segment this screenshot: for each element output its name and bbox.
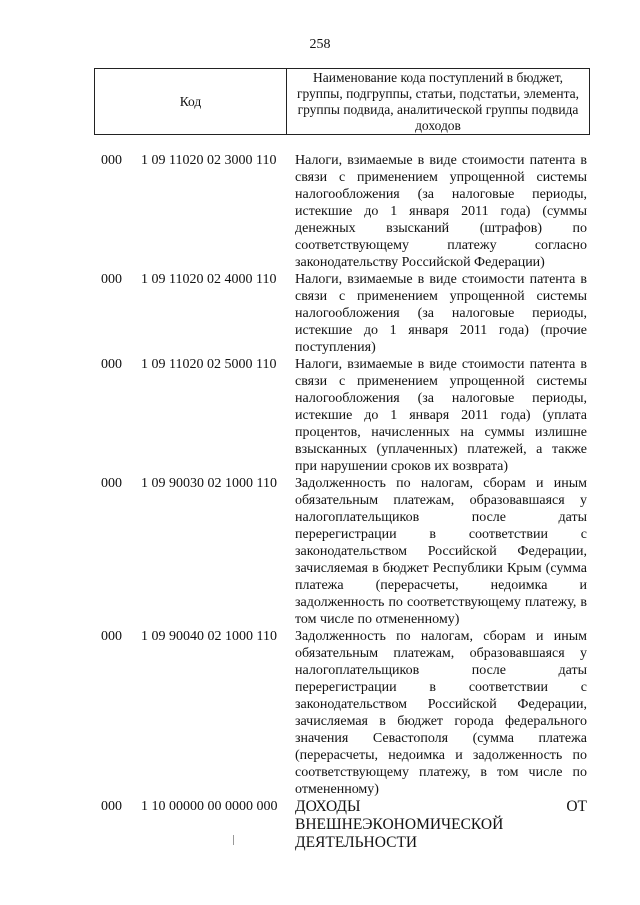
income-name: Налоги, взимаемые в виде стоимости патента в связи с применением упрощенной системы налогообложения (за налоговые периоды, истекшие до 1 января 2011 года) (прочие поступления) — [295, 272, 587, 355]
income-name: Налоги, взимаемые в виде стоимости патента в связи с применением упрощенной системы налогообложения (за налоговые периоды, истекшие до 1 января 2011 года) (суммы денежных взысканий (штрафов) по соответствующему платежу согласно законодательству Российской Федерации) — [295, 153, 587, 270]
scan-mark — [233, 835, 234, 845]
income-name: Задолженность по налогам, сборам и иным обязательным платежам, образовавшаяся у налогоплательщиков после даты перерегистрации в соответствии с законодательством Российской Федерации, зачисляемая в бюджет города федерального значения Севастополя (сумма платежа (перерасчеты, недоимка и задолженность по соответствующему платежу, в том числе по отмененному) — [295, 629, 587, 797]
income-name: ДОХОДЫ ОТ ВНЕШНЕЭКОНОМИЧЕСКОЙ ДЕЯТЕЛЬНОСТИ — [295, 798, 587, 851]
table-header — [94, 68, 590, 135]
table-row — [0, 152, 640, 271]
income-code: 1 09 90040 02 1000 110 — [141, 629, 277, 644]
admin-code: 000 — [101, 272, 122, 287]
table-row — [0, 475, 640, 628]
table-row — [0, 356, 640, 475]
income-code: 1 09 11020 02 5000 110 — [141, 357, 277, 372]
table-row — [0, 271, 640, 356]
income-name: Задолженность по налогам, сборам и иным обязательным платежам, образовавшаяся у налогоплательщиков после даты перерегистрации в соответствии с законодательством Российской Федерации, зачисляемая в бюджет Республики Крым (сумма платежа (перерасчеты, недоимка и задолженность по соответствующему платежу, в том числе по отмененному) — [295, 476, 587, 627]
admin-code: 000 — [101, 357, 122, 372]
code-table — [0, 152, 640, 852]
table-row — [0, 628, 640, 798]
header-code-label: Код — [95, 69, 287, 134]
income-code: 1 09 90030 02 1000 110 — [141, 476, 277, 491]
income-code: 1 10 00000 00 0000 000 — [141, 799, 278, 814]
header-name-label: Наименование кода поступлений в бюджет, группы, подгруппы, статьи, подстатьи, элемента, группы подвида, аналитической группы подвида доходов — [296, 69, 580, 133]
admin-code: 000 — [101, 476, 122, 491]
income-code: 1 09 11020 02 4000 110 — [141, 272, 277, 287]
table-row — [0, 798, 640, 852]
income-name: Налоги, взимаемые в виде стоимости патента в связи с применением упрощенной системы налогообложения (за налоговые периоды, истекшие до 1 января 2011 года) (уплата процентов, начисленных на суммы излишне взысканных (уплаченных) платежей, а также при нарушении сроков их возврата) — [295, 357, 587, 474]
income-code: 1 09 11020 02 3000 110 — [141, 153, 277, 168]
page-number: 258 — [309, 37, 331, 52]
admin-code: 000 — [101, 629, 122, 644]
admin-code: 000 — [101, 153, 122, 168]
admin-code: 000 — [101, 799, 122, 814]
